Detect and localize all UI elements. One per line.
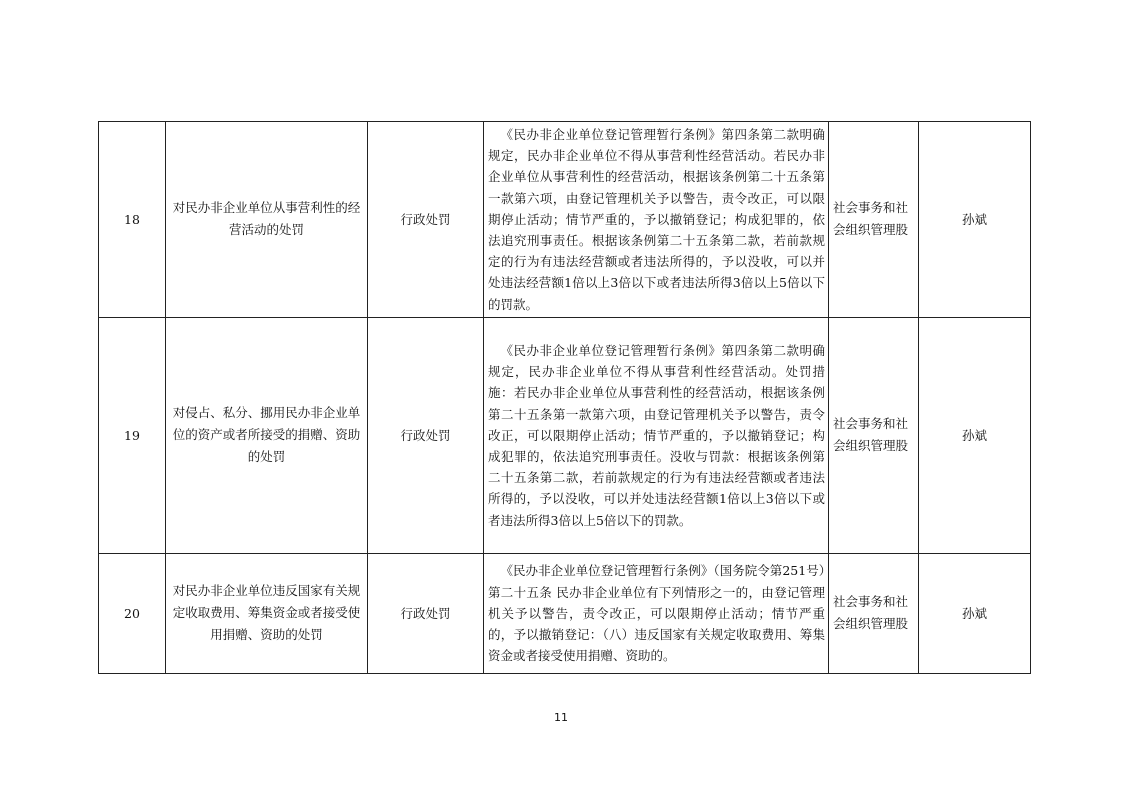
table-row — [99, 122, 1031, 318]
table-row — [99, 553, 1031, 673]
table-row — [99, 317, 1031, 553]
legal-basis: 《民办非企业单位登记管理暂行条例》（国务院令第251号）第二十五条 民办非企业单位有下列情形之一的，由登记管理机关予以警告，责令改正，可以限期停止活动；情节严重的，予以撤销登记：（八）违反国家有关规定收取费用、筹集资金或者接受使用捐赠、资助的。 — [488, 563, 825, 664]
page-number: 11 — [554, 711, 568, 724]
matter-type: 行政处罚 — [368, 553, 484, 673]
responsible-department: 社会事务和社会组织管理股 — [829, 553, 919, 673]
responsible-department: 社会事务和社会组织管理股 — [829, 122, 919, 318]
responsible-person: 孙斌 — [919, 317, 1031, 553]
matter-name: 对民办非企业单位从事营利性的经营活动的处罚 — [166, 122, 368, 318]
legal-basis: 《民办非企业单位登记管理暂行条例》第四条第二款明确规定，民办非企业单位不得从事营利性经营活动。处罚措施：若民办非企业单位从事营利性的经营活动，根据该条例第二十五条第一款第六项，由登记管理机关予以警告，责令改正，可以限期停止活动；情节严重的，予以撤销登记；构成犯罪的，依法追究刑事责任。没收与罚款：根据该条例第二十五条第二款，若前款规定的行为有违法经营额或者违法所得的，予以没收，可以并处违法经营额1倍以上3倍以下或者违法所得3倍以上5倍以下的罚款。 — [488, 342, 825, 528]
matter-type: 行政处罚 — [368, 317, 484, 553]
responsible-department: 社会事务和社会组织管理股 — [829, 317, 919, 553]
matter-name: 对民办非企业单位违反国家有关规定收取费用、筹集资金或者接受使用捐赠、资助的处罚 — [166, 553, 368, 673]
responsible-person: 孙斌 — [919, 122, 1031, 318]
legal-basis: 《民办非企业单位登记管理暂行条例》第四条第二款明确规定，民办非企业单位不得从事营利性经营活动。若民办非企业单位从事营利性的经营活动，根据该条例第二十五条第一款第六项，由登记管理机关予以警告，责令改正，可以限期停止活动；情节严重的，予以撤销登记；构成犯罪的，依法追究刑事责任。根据该条例第二十五条第二款，若前款规定的行为有违法经营额或者违法所得的，予以没收，可以并处违法经营额1倍以上3倍以下或者违法所得3倍以上5倍以下的罚款。 — [488, 127, 825, 312]
responsible-person: 孙斌 — [919, 553, 1031, 673]
row-number: 18 — [99, 122, 166, 318]
matter-type: 行政处罚 — [368, 122, 484, 318]
row-number: 20 — [99, 553, 166, 673]
row-number: 19 — [99, 317, 166, 553]
matter-name: 对侵占、私分、挪用民办非企业单位的资产或者所接受的捐赠、资助的处罚 — [166, 317, 368, 553]
enforcement-table — [98, 121, 1031, 674]
